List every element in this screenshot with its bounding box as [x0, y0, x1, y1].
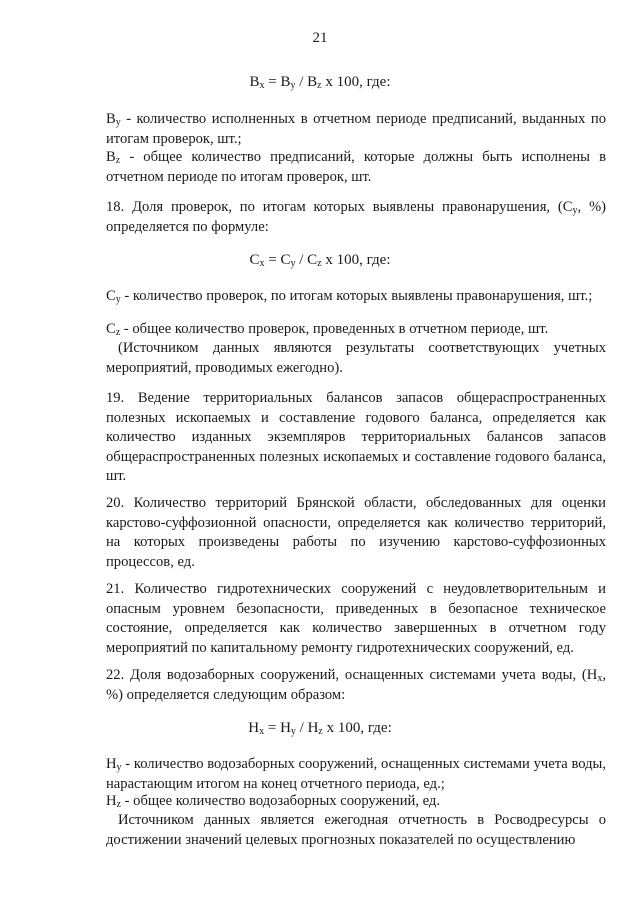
- definition-bz: $B_z$ - общее количество предписаний, которые должны быть исполнены в отчетном периоде по итогам проверок, шт.: [106, 149, 606, 185]
- definition-hy: $H_y$ - количество водозаборных сооружений, оснащенных системами учета воды, нарастающим итогом на конец отчетного периода, ед.;: [106, 756, 606, 792]
- definition-cz: $C_z$ - общее количество проверок, проведенных в отчетном периоде, шт.: [106, 321, 549, 338]
- formula-h: $H_x = H_y / H_z$ x 100, где:: [248, 720, 392, 737]
- page-number: 21: [312, 30, 328, 46]
- paragraph-22: 22. Доля водозаборных сооружений, оснащенных системами учета воды, ($H_x$, %) определяется следующим образом:: [106, 667, 606, 703]
- definition-by: $B_y$ - количество исполненных в отчетном периоде предписаний, выданных по итогам проверок, шт.;: [106, 111, 606, 147]
- source-note-2: Источником данных является ежегодная отчетность в Росводресурсы о достижении значений целевых прогнозных показателей по осуществлению: [106, 812, 606, 848]
- source-note-1: (Источником данных являются результаты соответствующих учетных мероприятий, проводимых ежегодно).: [106, 340, 606, 376]
- definition-cy: $C_y$ - количество проверок, по итогам которых выявлены правонарушения, шт.;: [106, 288, 593, 305]
- formula-c: $C_x = C_y / C_z$ x 100, где:: [249, 252, 391, 269]
- paragraph-19: 19. Ведение территориальных балансов запасов общераспространенных полезных ископаемых и составление годового баланса, определяется как количество изданных экземпляров территориальных балансов запасов общераспространенных полезных ископаемых и составление годового баланса, шт.: [106, 390, 606, 484]
- paragraph-18: 18. Доля проверок, по итогам которых выявлены правонарушения, ($C_y$, %) определяется по формуле:: [106, 199, 606, 235]
- definition-hz: $H_z$ - общее количество водозаборных сооружений, ед.: [106, 793, 440, 810]
- paragraph-21: 21. Количество гидротехнических сооружений с неудовлетворительным и опасным уровнем безопасности, приведенных в безопасное техническое состояние, определяется как количество завершенных в отчетном году мероприятий по капитальному ремонту гидротехнических сооружений, ед.: [106, 581, 606, 656]
- formula-b: $B_x = B_y / B_z$ x 100, где:: [249, 74, 391, 91]
- paragraph-20: 20. Количество территорий Брянской области, обследованных для оценки карстово-суффозионной опасности, определяется как количество территорий, на которых произведены работы по изучению карстово-суффозионных процессов, ед.: [106, 495, 606, 570]
